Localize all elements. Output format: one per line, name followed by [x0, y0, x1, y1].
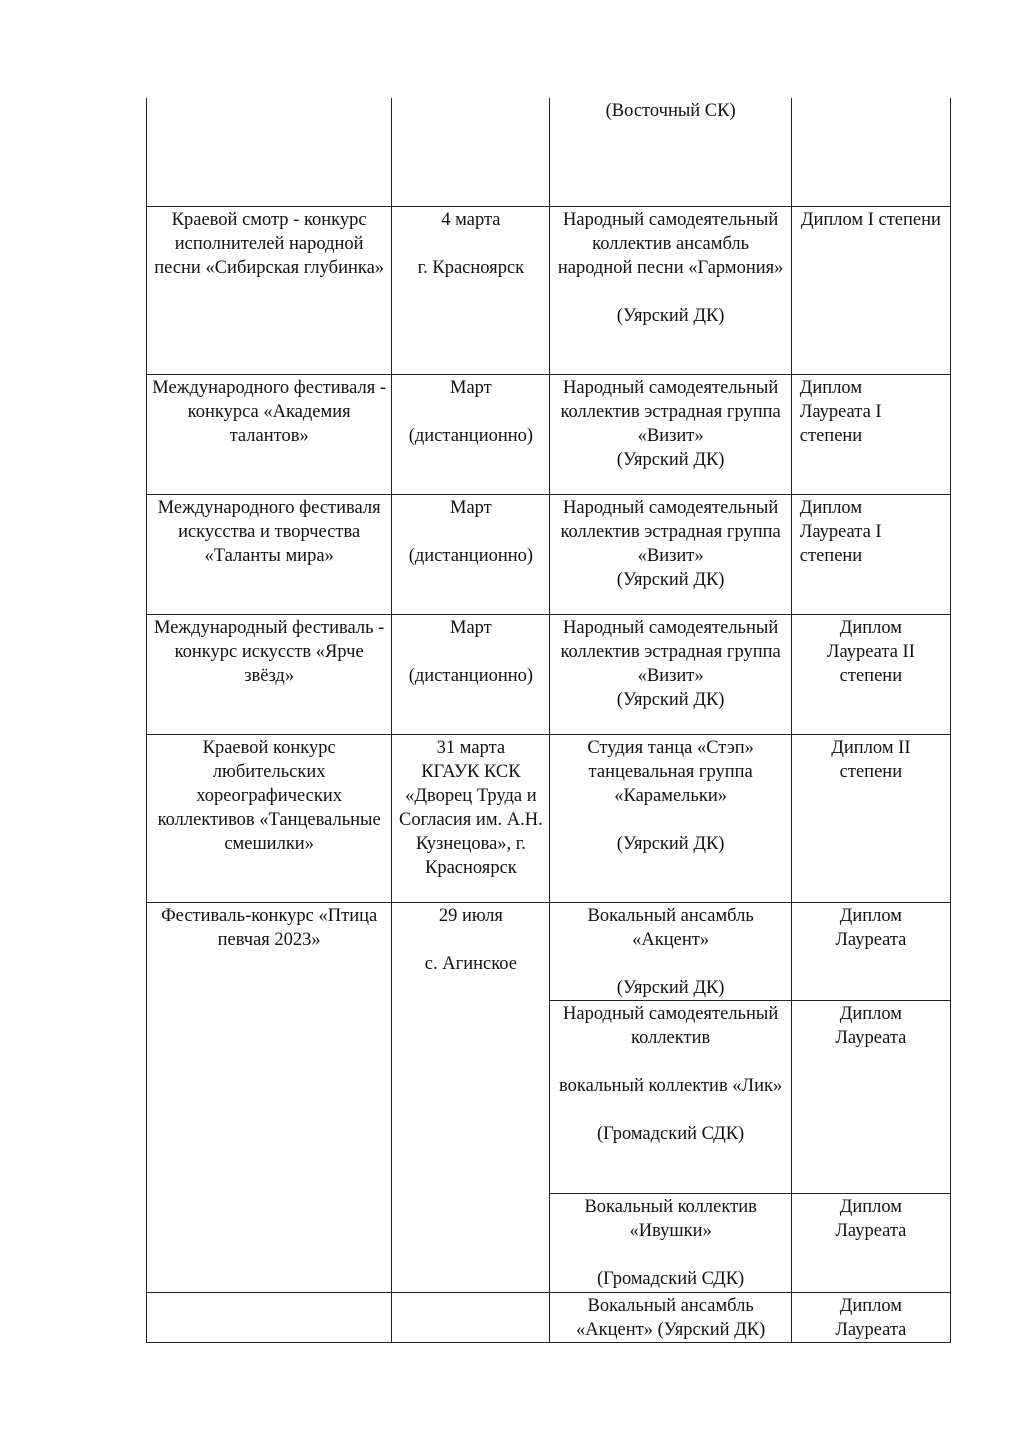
participant-cell: Народный самодеятельный коллектив эстрадная группа «Визит» (Уярский ДК): [550, 614, 791, 734]
date-cell: Март (дистанционно): [392, 614, 550, 734]
table-row: [147, 614, 951, 734]
participant-cell: Народный самодеятельный коллектив вокальный коллектив «Лик» (Громадский СДК): [550, 1000, 791, 1193]
result-cell: Диплом Лауреата: [791, 902, 950, 1000]
event-cell: Фестиваль-конкурс «Птица певчая 2023»: [147, 902, 392, 1292]
participant-cell: Вокальный ансамбль «Акцент» (Уярский ДК): [550, 902, 791, 1000]
awards-table: [146, 98, 951, 1343]
event-cell: Международного фестиваля искусства и творчества «Таланты мира»: [147, 494, 392, 614]
result-cell: Диплом Лауреата I степени: [791, 494, 950, 614]
table-row: [147, 494, 951, 614]
date-cell: Март (дистанционно): [392, 494, 550, 614]
participant-cell: Студия танца «Стэп» танцевальная группа «Карамельки» (Уярский ДК): [550, 734, 791, 902]
table-row: [147, 374, 951, 494]
result-cell: [791, 98, 950, 206]
event-cell: Краевой смотр - конкурс исполнителей народной песни «Сибирская глубинка»: [147, 206, 392, 374]
date-cell: Март (дистанционно): [392, 374, 550, 494]
result-cell: Диплом Лауреата: [791, 1193, 950, 1292]
result-cell: Диплом Лауреата II степени: [791, 614, 950, 734]
event-cell: Международный фестиваль - конкурс искусств «Ярче звёзд»: [147, 614, 392, 734]
table-row: [147, 902, 951, 1000]
table-row: [147, 206, 951, 374]
participant-cell: Вокальный ансамбль «Акцент» (Уярский ДК): [550, 1292, 791, 1342]
participant-cell: Вокальный коллектив «Ивушки» (Громадский СДК): [550, 1193, 791, 1292]
event-cell: Международного фестиваля - конкурса «Академия талантов»: [147, 374, 392, 494]
date-cell: 4 марта г. Красноярск: [392, 206, 550, 374]
date-cell: [392, 1292, 550, 1342]
result-cell: Диплом Лауреата: [791, 1292, 950, 1342]
participant-cell: Народный самодеятельный коллектив эстрадная группа «Визит» (Уярский ДК): [550, 374, 791, 494]
date-cell: 31 марта КГАУК КСК «Дворец Труда и Согласия им. А.Н. Кузнецова», г. Красноярск: [392, 734, 550, 902]
table-row: [147, 1292, 951, 1342]
result-cell: Диплом Лауреата I степени: [791, 374, 950, 494]
participant-cell: Народный самодеятельный коллектив эстрадная группа «Визит» (Уярский ДК): [550, 494, 791, 614]
event-cell: [147, 1292, 392, 1342]
participant-cell: (Восточный СК): [550, 98, 791, 206]
participant-cell: Народный самодеятельный коллектив ансамбль народной песни «Гармония» (Уярский ДК): [550, 206, 791, 374]
result-cell: Диплом I степени: [791, 206, 950, 374]
event-cell: Краевой конкурс любительских хореографических коллективов «Танцевальные смешилки»: [147, 734, 392, 902]
result-cell: Диплом II степени: [791, 734, 950, 902]
table-row: [147, 98, 951, 206]
table-row: [147, 734, 951, 902]
date-cell: 29 июля с. Агинское: [392, 902, 550, 1292]
result-cell: Диплом Лауреата: [791, 1000, 950, 1193]
event-cell: [147, 98, 392, 206]
date-cell: [392, 98, 550, 206]
